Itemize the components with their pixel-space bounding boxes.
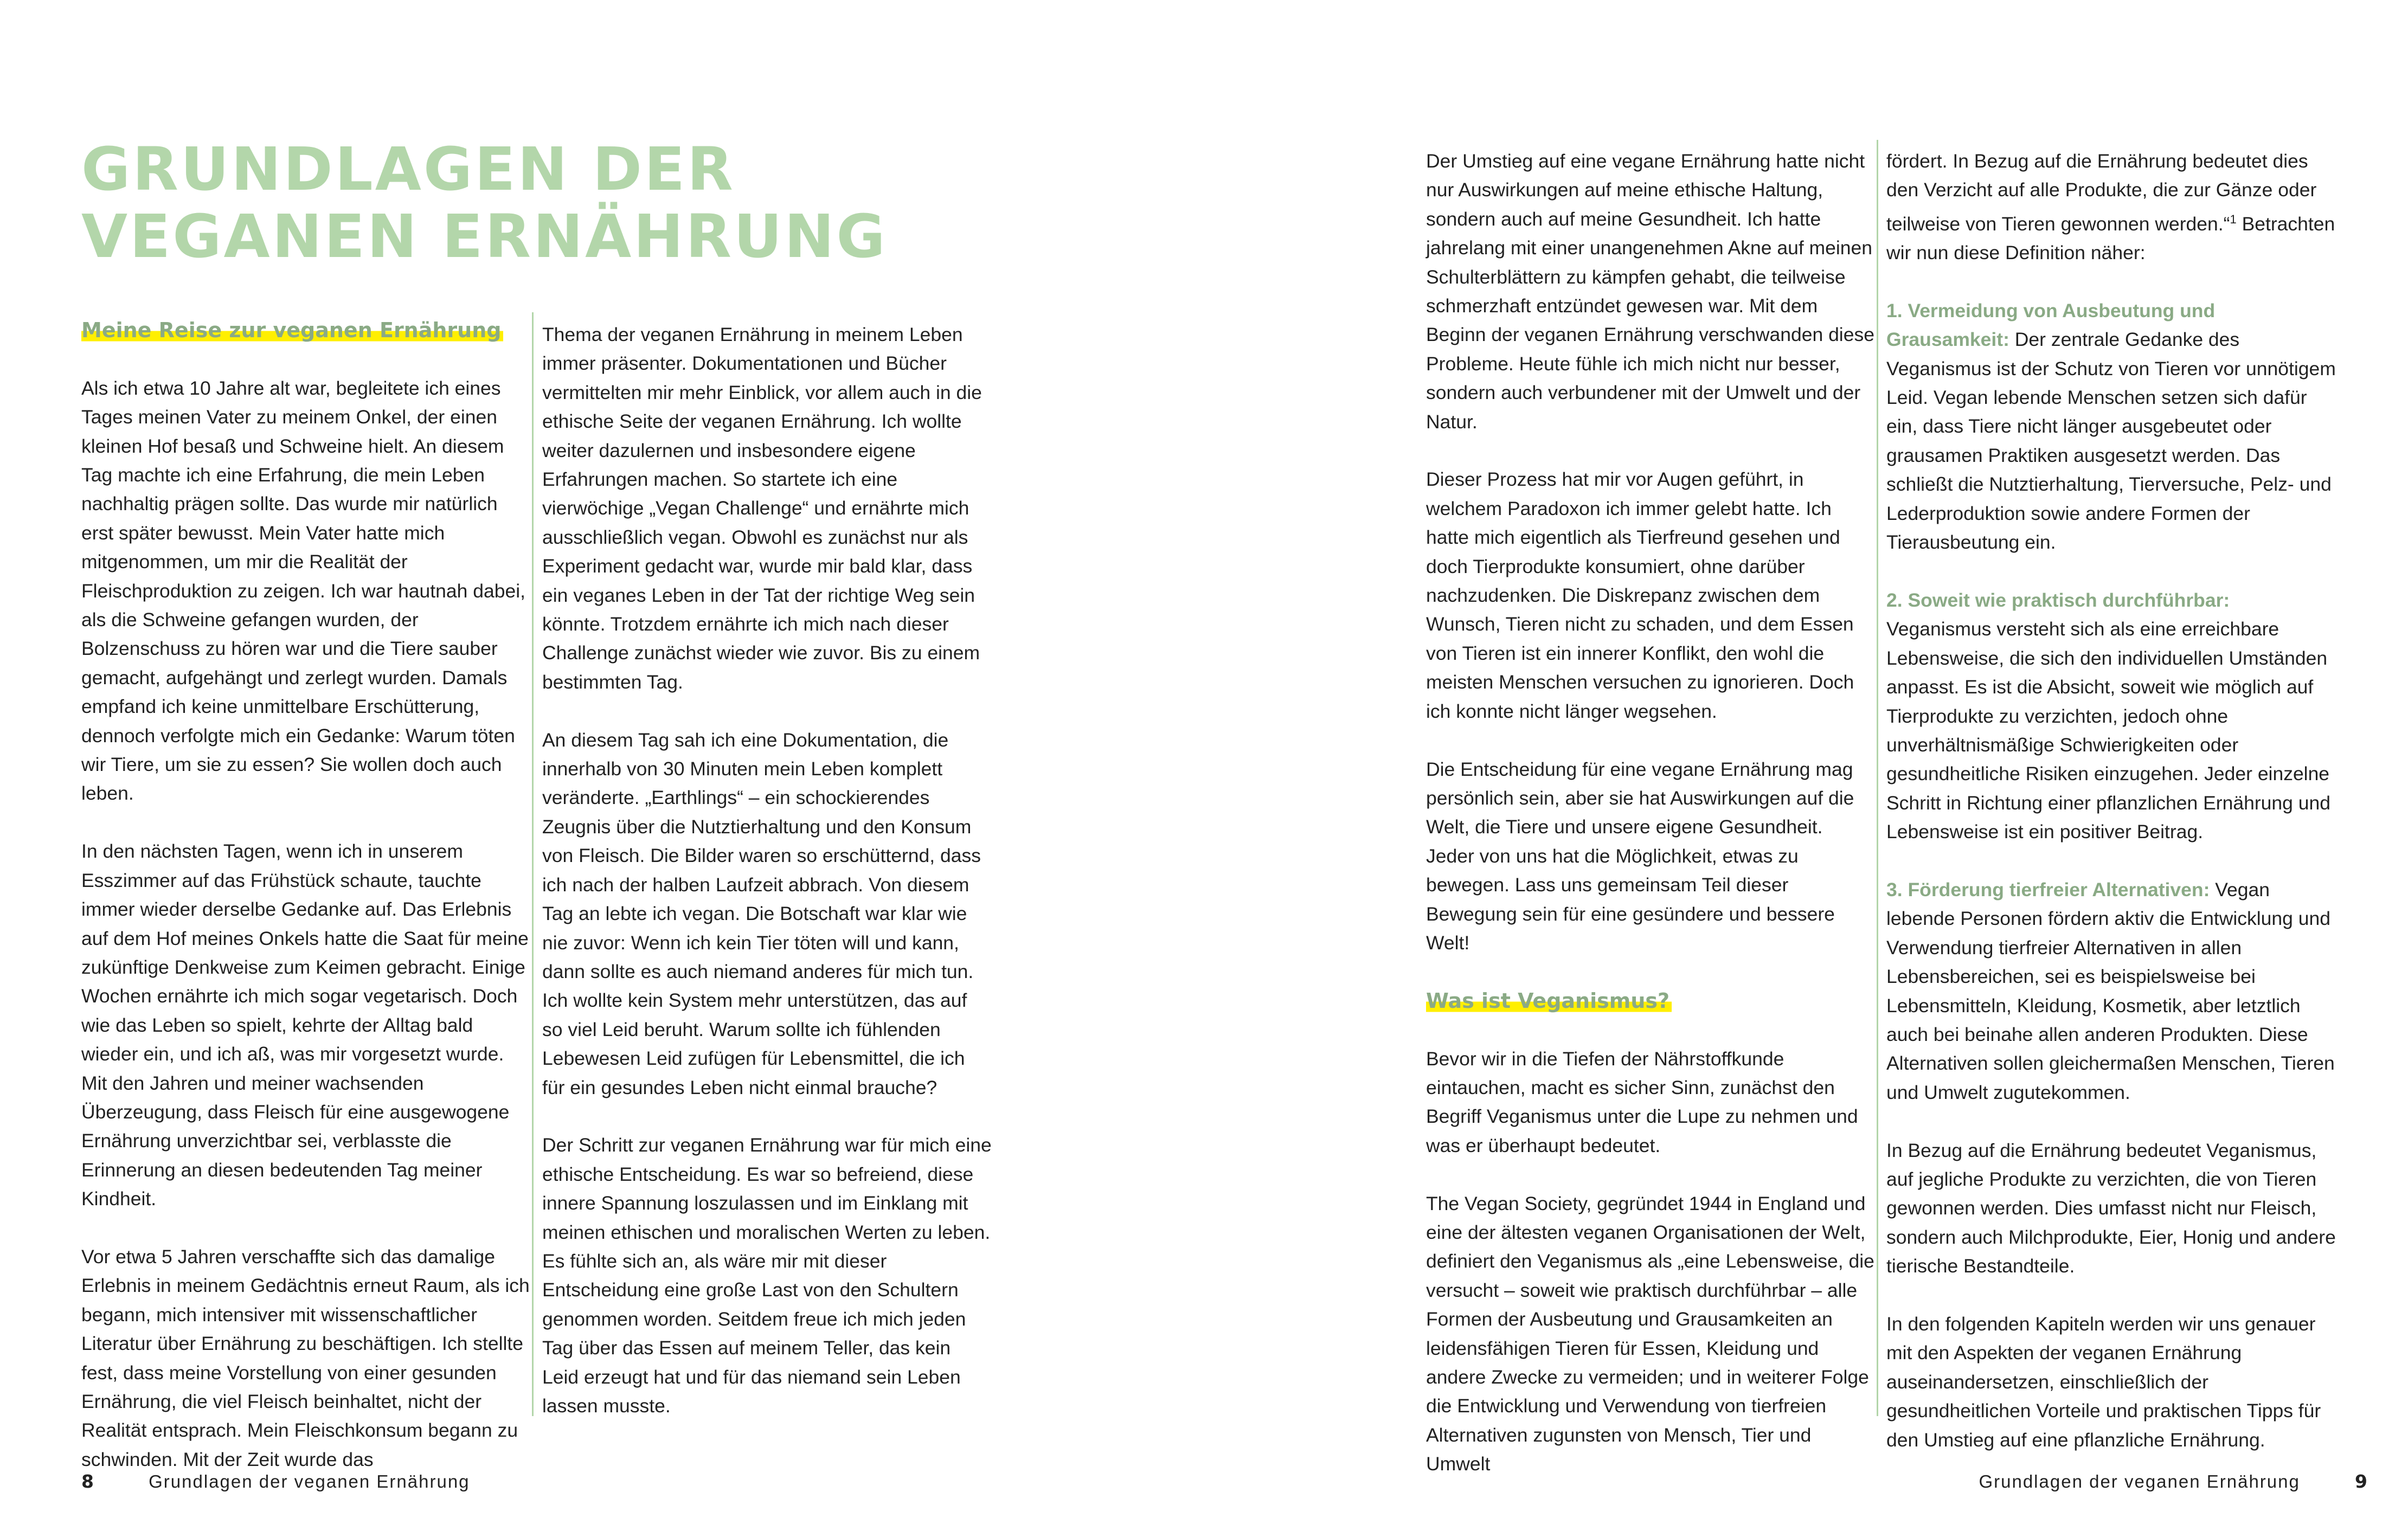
chapter-title (81, 136, 888, 270)
paragraph: Die Entscheidung für eine vegane Ernährung mag persönlich sein, aber sie hat Auswirkungen auf die Welt, die Tiere und unsere eigene Gesundheit. Jeder von uns hat die Möglichkeit, etwas zu bewegen. Lass uns gemeinsam Teil dieser Bewegung sein für eine gesündere und bessere Welt! (1426, 758, 1854, 954)
definition-label: 3. Förderung tierfreier Alternativen: (1886, 878, 2210, 901)
running-title: Grundlagen der veganen Ernährung (1979, 1471, 2300, 1491)
section-heading-was-ist-veganismus: Was ist Veganismus? (1426, 987, 1672, 1015)
paragraph: fördert. In Bezug auf die Ernährung bedeutet dies den Verzicht auf alle Produkte, die zur Gänze oder teilweise von Tieren gewonnen werden.“$^1$ Betrachten wir nun diese Definition näher: (1886, 150, 2335, 264)
right-page (1204, 0, 2408, 1537)
paragraph: Dieser Prozess hat mir vor Augen geführt, in welchem Paradoxon ich immer gelebt hatte. Ich hatte mich eigentlich als Tierfreund gesehen und doch Tierprodukte konsumiert, ohne darüber nachzudenken. Die Diskrepanz zwischen dem Wunsch, Tieren nicht zu schaden, und dem Essen von Tieren ist ein innerer Konflikt, den wohl die meisten Menschen versuchen zu ignorieren. Doch ich konnte nicht länger wegsehen. (1426, 468, 1854, 722)
paragraph: In den folgenden Kapiteln werden wir uns genauer mit den Aspekten der veganen Ernährung auseinandersetzen, einschließlich der gesundheitlichen Vorteile und praktischen Tipps für den Umstieg auf eine pflanzliche Ernährung. (1886, 1313, 2321, 1451)
paragraph: Bevor wir in die Tiefen der Nährstoffkunde eintauchen, macht es sicher Sinn, zunächst den Begriff Veganismus unter die Lupe zu nehmen und was er überhaupt bedeutet. (1426, 1047, 1858, 1156)
page-number: 8 (81, 1471, 94, 1492)
paragraph: The Vegan Society, gegründet 1944 in England und eine der ältesten veganen Organisationen der Welt, definiert den Veganismus als „eine Lebensweise, die versucht – soweit wie praktisch durchführbar – alle Formen der Ausbeutung und Grausamkeiten an leidensfähigen Tieren für Essen, Kleidung und andere Zwecke zu vermeiden; und in weiterer Folge die Entwicklung und Verwendung von tierfreien Alternativen zugunsten von Mensch, Tier und Umwelt (1426, 1192, 1874, 1475)
paragraph: Vor etwa 5 Jahren verschaffte sich das damalige Erlebnis in meinem Gedächtnis erneut Raum, als ich begann, mich intensiver mit wissenschaftlicher Literatur über Ernährung zu beschäftigen. Ich stellte fest, dass meine Vorstellung von einer gesunden Ernährung, die viel Fleisch beinhaltet, nicht der Realität entsprach. Mein Fleischkonsum begann zu schwinden. Mit der Zeit wurde das (81, 1245, 530, 1470)
right-page-footer (1979, 1471, 2367, 1492)
paragraph: In den nächsten Tagen, wenn ich in unserem Esszimmer auf das Frühstück schaute, tauchte immer wieder derselbe Gedanke auf. Das Erlebnis auf dem Hof meines Onkels hatte die Saat für meine zukünftige Denkweise zum Keimen gebracht. Einige Wochen ernährte ich mich sogar vegetarisch. Doch wie das Leben so spielt, kehrte der Alltag bald wieder ein, und ich aß, was mir vorgesetzt wurde. Mit den Jahren und meiner wachsenden Überzeugung, dass Fleisch für eine ausgewogene Ernährung unverzichtbar sei, verblasste die Erinnerung an diesen bedeutenden Tag meiner Kindheit. (81, 840, 529, 1210)
paragraph: Thema der veganen Ernährung in meinem Leben immer präsenter. Dokumentationen und Bücher vermittelten mir mehr Einblick, vor allem auch in die ethische Seite der veganen Ernährung. Ich wollte weiter dazulernen und insbesondere eigene Erfahrungen machen. So startete ich eine vierwöchige „Vegan Challenge“ und ernährte mich ausschließlich vegan. Obwohl es zunächst nur als Experiment gedacht war, wurde mir bald klar, dass ein veganes Leben in der Tat der richtige Weg sein könnte. Trotzdem ernährte ich mich nach dieser Challenge zunächst wieder wie zuvor. Bis zu einem bestimmten Tag. (542, 324, 982, 693)
definition-label: 1. Vermeidung von Ausbeutung und Grausamkeit: (1886, 299, 2216, 351)
definition-label: 2. Soweit wie praktisch durchführbar: (1886, 589, 2230, 611)
section-heading-meine-reise: Meine Reise zur veganen Ernährung (81, 316, 503, 345)
page-number: 9 (2355, 1471, 2367, 1492)
left-page-column-1 (81, 316, 531, 1474)
chapter-title-line-2: VEGANEN ERNÄHRUNG (81, 202, 888, 271)
column-divider (532, 312, 534, 1416)
running-title: Grundlagen der veganen Ernährung (149, 1471, 470, 1491)
paragraph: An diesem Tag sah ich eine Dokumentation, die innerhalb von 30 Minuten mein Leben komplett veränderte. „Earthlings“ – ein schockierendes Zeugnis über die Nutztierhaltung und den Konsum von Fleisch. Die Bilder waren so erschütternd, dass ich nach der halben Laufzeit abbrach. Von diesem Tag an lebte ich vegan. Die Botschaft war klar wie nie zuvor: Wenn ich kein Tier töten will und kann, dann sollte es auch niemand anderes für mich tun. Ich wollte kein System mehr unterstützen, das auf so viel Leid beruht. Warum sollte ich fühlenden Lebewesen Leid zufügen für Lebensmittel, die ich für ein gesundes Leben nicht einmal brauche? (542, 729, 981, 1098)
left-page-column-2 (542, 320, 992, 1420)
paragraph: Als ich etwa 10 Jahre alt war, begleitete ich eines Tages meinen Vater zu meinem Onkel, der einen kleinen Hof besaß und Schweine hielt. An diesem Tag machte ich eine Erfahrung, die mein Leben nachhaltig prägen sollte. Das wurde mir natürlich erst später bewusst. Mein Vater hatte mich mitgenommen, um mir die Realität der Fleischproduktion zu zeigen. Ich war hautnah dabei, als die Schweine gefangen wurden, der Bolzenschuss zu hören war und die Tiere sauber gemacht, aufgehängt und zerlegt wurden. Damals empfand ich keine unmittelbare Erschütterung, dennoch verfolgte mich ein Gedanke: Warum töten wir Tiere, um sie zu essen? Sie wollen doch auch leben. (81, 377, 525, 805)
chapter-title-line-1: GRUNDLAGEN DER (81, 134, 735, 204)
right-page-column-1 (1426, 147, 1876, 1479)
paragraph: In Bezug auf die Ernährung bedeutet Veganismus, auf jegliche Produkte zu verzichten, die von Tieren gewonnen werden. Dies umfasst nicht nur Fleisch, sondern auch Milchprodukte, Eier, Honig und andere tierische Bestandteile. (1886, 1139, 2336, 1277)
column-divider (1877, 140, 1878, 1416)
left-page-footer (81, 1471, 470, 1492)
definition-item: 2. Soweit wie praktisch durchführbar: Veganismus versteht sich als eine erreichbare Lebensweise, die sich den individuellen Umständen anpasst. Es ist die Absicht, soweit wie möglich auf Tierprodukte zu verzichten, jedoch ohne unverhältnismäßige Schwierigkeiten oder gesundheitliche Risiken einzugehen. Jeder einzelne Schritt in Richtung einer pflanzlichen Ernährung und Lebensweise ist ein positiver Beitrag. (1886, 589, 2330, 843)
paragraph: Der Schritt zur veganen Ernährung war für mich eine ethische Entscheidung. Es war so befreiend, diese innere Spannung loszulassen und im Einklang mit meinen ethischen und moralischen Werten zu leben. Es fühlte sich an, als wäre mir mit dieser Entscheidung eine große Last von den Schultern genommen worden. Seitdem freue ich mich jeden Tag über das Essen auf meinem Teller, das kein Leid erzeugt hat und für das niemand sein Leben lassen musste. (542, 1134, 992, 1417)
definition-item: 1. Vermeidung von Ausbeutung und Grausamkeit: Der zentrale Gedanke des Veganismus ist der Schutz von Tieren vor unnötigem Leid. Vegan lebende Menschen setzen sich dafür ein, dass Tiere nicht länger ausgebeutet oder grausamen Praktiken ausgesetzt werden. Das schließt die Nutztierhaltung, Tierversuche, Pelz- und Lederproduktion sowie andere Formen der Tierausbeutung ein. (1886, 299, 2336, 554)
right-page-column-2 (1886, 147, 2336, 1455)
definition-item: 3. Förderung tierfreier Alternativen: Vegan lebende Personen fördern aktiv die Entwicklung und Verwendung tierfreier Alternativen in allen Lebensbereichen, sei es beispielsweise bei Lebensmitteln, Kleidung, Kosmetik, aber letztlich auch bei beinahe allen anderen Produkten. Diese Alternativen sollen gleichermaßen Menschen, Tieren und Umwelt zugutekommen. (1886, 878, 2335, 1103)
paragraph: Der Umstieg auf eine vegane Ernährung hatte nicht nur Auswirkungen auf meine ethische Haltung, sondern auch auf meine Gesundheit. Ich hatte jahrelang mit einer unangenehmen Akne auf meinen Schulterblättern zu kämpfen gehabt, die teilweise schmerzhaft entzündet gewesen war. Mit dem Beginn der veganen Ernährung verschwanden diese Probleme. Heute fühle ich mich nicht nur besser, sondern auch verbundener mit der Umwelt und der Natur. (1426, 150, 1874, 433)
footnote-marker[interactable]: 1 (2230, 212, 2237, 226)
